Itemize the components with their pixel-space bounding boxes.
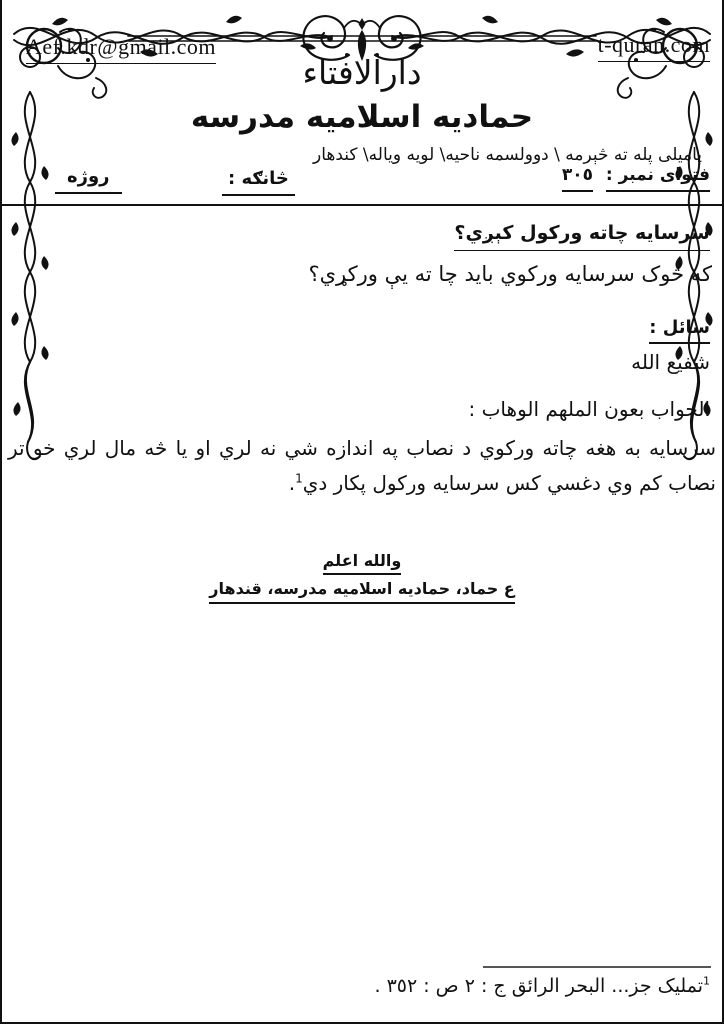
- signature-block: [0, 551, 724, 604]
- footnote-text: تملیک جز... البحر الرائق ج : ٢ ص : ٣٥٢ .: [374, 975, 703, 997]
- asker-label: سائل :: [649, 317, 710, 344]
- header-divider: [0, 204, 724, 206]
- footnote: [374, 975, 710, 997]
- fatwa-number-value: ٣٠٥: [562, 165, 593, 192]
- answer-heading: الجواب بعون الملهم الوهاب :: [468, 397, 710, 421]
- question-text: که څوک سرسایه ورکوي باید چا ته یې ورکړي؟: [308, 262, 712, 286]
- website-url: t-quran.com: [598, 32, 710, 62]
- email-address: Aef.kdr@gmail.com: [26, 34, 216, 64]
- answer-paragraph: [8, 431, 716, 501]
- category-label: څانګه :: [222, 168, 295, 196]
- office-title: دارالافتاء: [302, 53, 422, 92]
- footnote-divider: [483, 966, 711, 968]
- tasleem-line: والله اعلم: [323, 551, 402, 575]
- answer-text: سرسایه به هغه چاته ورکوي د نصاب په اندازه شي نه لري او یا څه مال لري خو تر نصاب کم وي دغسي کس سرسایه ورکول پکار دي: [8, 436, 716, 495]
- fatwa-number-label: فتوای نمبر :: [606, 165, 710, 192]
- question-title: سرسایه چاته ورکول کېږي؟: [454, 222, 710, 251]
- signature-line: [0, 579, 724, 604]
- signature-text: ع حماد، حمادیه اسلامیه مدرسه، قندهار: [209, 579, 514, 604]
- asker-name: شفیع الله: [631, 350, 710, 374]
- footnote-marker: 1: [703, 974, 710, 988]
- category-value: روژه: [55, 166, 122, 194]
- answer-footnote-ref: 1: [295, 471, 303, 486]
- madrasa-address: پامیلی پله ته څېرمه \ دوولسمه ناحیه\ لویه ویاله\ کندهار: [313, 145, 702, 165]
- madrasa-name: حمادیه اسلامیه مدرسه: [190, 99, 534, 135]
- answer-closing-period: .: [288, 471, 296, 495]
- fatwa-number-row: [562, 165, 710, 192]
